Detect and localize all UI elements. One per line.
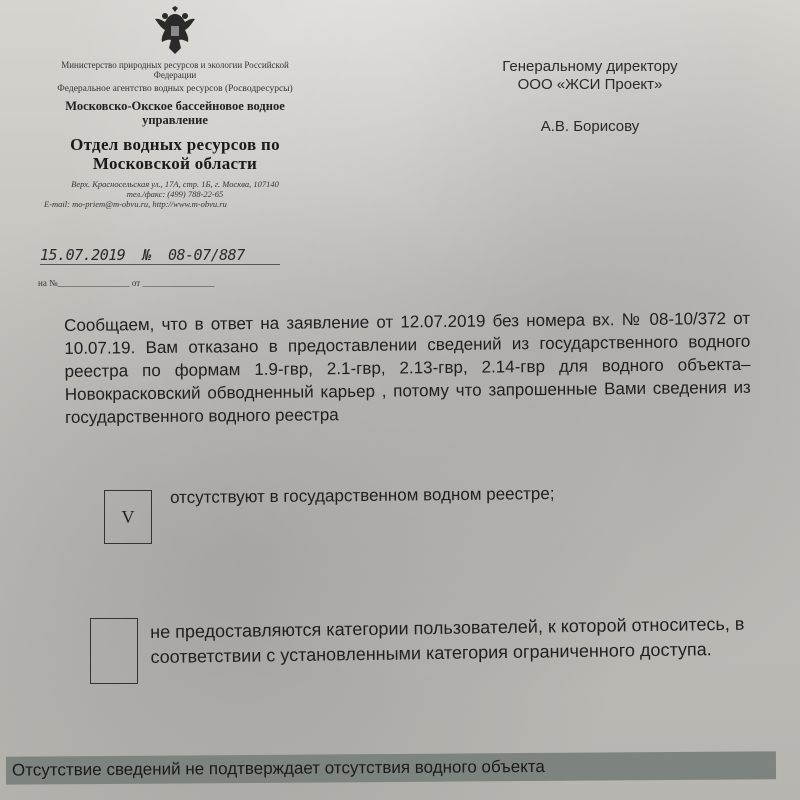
registration-date: 15.07.2019 <box>40 246 126 264</box>
department-name: Отдел водных ресурсов по Московской области <box>70 135 280 173</box>
registration-line: 15.07.2019 № 08-07/887 <box>40 246 280 265</box>
double-headed-eagle-emblem <box>153 6 197 56</box>
addressee-name: А.В. Борисову <box>540 118 640 135</box>
reply-to-line: на №________________ от ________________ <box>38 278 215 288</box>
addressee-company: ООО «ЖСИ Проект» <box>517 76 663 93</box>
sender-email: E-mail: mo-priem@m-obvu.ru, http://www.m-obvu.ru <box>44 199 227 209</box>
option-checkbox-absent: V <box>104 490 152 544</box>
sender-block <box>40 0 310 209</box>
basin-authority-name: Московско-Окское бассейновое водное управление <box>65 99 285 127</box>
addressee-block <box>460 58 720 136</box>
addressee-position: Генеральному директору <box>502 58 678 75</box>
option-checkbox-restricted <box>90 618 138 684</box>
agency-name: Федеральное агентство водных ресурсов (Росводресурсы) <box>57 84 293 94</box>
option-text-restricted: не предоставляются категории пользователей, к которой относитесь, в соответствии с установленными категория ограниченного доступа. <box>150 613 745 667</box>
highlighted-footer-note: Отсутствие сведений не подтверждает отсутствия водного объекта <box>6 751 776 784</box>
sender-phone: тел./факс: (499) 788-22-65 <box>126 189 224 199</box>
option-text-absent: отсутствуют в государственном водном реестре; <box>169 483 555 508</box>
registration-number: 08-07/887 <box>167 246 245 264</box>
ministry-name: Министерство природных ресурсов и экологии Российской Федерации <box>61 60 289 80</box>
sender-address: Верх. Красносельская ул., 17А, стр. 1Б, г. Москва, 107140 <box>71 179 279 189</box>
letter-body: Сообщаем, что в ответ на заявление от 12.07.2019 без номера вх. № 08-10/372 от 10.07.19. Вам отказано в предоставлении сведений из государственного водного реестра по формам 1.9-гвр, 2.1-гвр, 2.13-гвр, 2.14-гвр для водного объекта– Новокрасковский обводненный карьер , потому что запрошенные Вами сведения из государственного водного реестра <box>64 308 751 427</box>
